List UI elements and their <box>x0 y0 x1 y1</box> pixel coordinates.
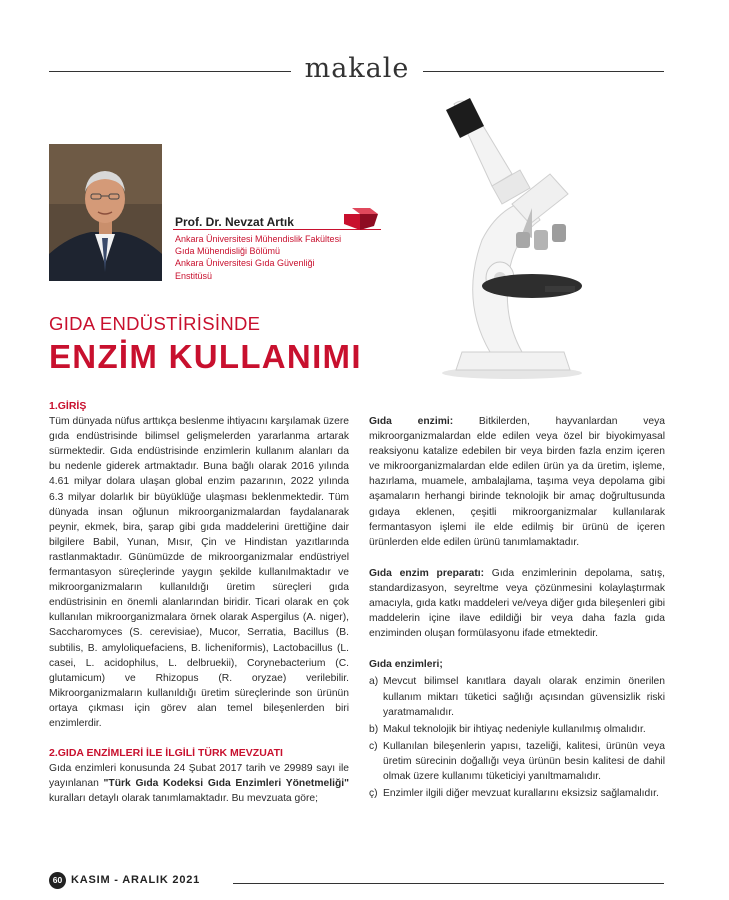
affiliation-line: Ankara Üniversitesi Mühendislik Fakültesi <box>175 234 342 244</box>
affiliation-line: Ankara Üniversitesi Gıda Güvenliği <box>175 258 315 269</box>
list-item: b) Makul teknolojik bir ihtiyaç nedeniyle kullanılmış olmalıdır. <box>369 723 646 735</box>
section-heading: 1.GİRİŞ <box>49 400 87 412</box>
right-column <box>369 414 665 803</box>
section-title: makale <box>304 53 410 84</box>
definition-term: Gıda enzim preparatı: <box>369 567 485 579</box>
author-photo <box>49 144 162 281</box>
definition-enzyme: Gıda enzimi: Bitkilerden, hayvanlardan veya mikroorganizmalardan elde edilen veya özel bir biyokimyasal reaksiyonu katalize edebilen bir veya birden fazla enzim içeren ve mikroorganizmalardan elde edilen ürün ya da üretim, işleme, hazırlama, muamele, ambalajlama, taşıma veya depolama gibi aşamaların herhangi birinde teknolojik bir amaç doğrultusunda gıdaya eklenen, çeşitli mikroorganizmalar kullanılarak fermantasyon işlemi ile elde edilmiş bir ürünü de içeren ürünlerden elde edilen ürünü tanımlamaktadır. <box>369 416 665 548</box>
list-item: a) Mevcut bilimsel kanıtlara dayalı olarak enzimin önerilen kullanım miktarı tüketici sağlığı açısından güvensizlik riski yaratmamalıdır. <box>369 676 665 718</box>
issue-date: KASIM - ARALIK 2021 <box>71 874 201 886</box>
definition-preparation: Gıda enzim preparatı: Gıda enzimlerinin depolama, satış, standardizasyon, seyreltme veya çözünmesini kolaylaştırmak amacıyla, gıda katkı maddeleri ve/veya diğer gıda bileşenleri gibi maddelerin içine ilave edildiği bir veya daha fazla gıda enziminden oluşan formülasyonu ifade etmektedir. <box>369 567 665 640</box>
requirements-list <box>369 674 665 801</box>
section-heading: 2.GIDA ENZİMLERİ İLE İLGİLİ TÜRK MEVZUATI <box>49 747 283 760</box>
header-rule-right <box>423 71 664 72</box>
header-rule-left <box>49 71 291 72</box>
paragraph-regulation: Gıda enzimleri konusunda 24 Şubat 2017 tarih ve 29989 sayı ile yayınlanan "Türk Gıda Kodeksi Gıda Enzimleri Yönetmeliği" kuralları detaylı olarak tanımlamaktadır. Bu mevzuata göre; <box>49 763 349 805</box>
page-number: 60 <box>49 872 66 889</box>
microscope-illustration <box>400 90 620 390</box>
author-name: Prof. Dr. Nevzat Artık <box>175 215 294 229</box>
author-affiliation <box>175 233 375 282</box>
left-column <box>49 399 349 806</box>
list-heading: Gıda enzimleri; <box>369 659 443 671</box>
regulation-reference: "Türk Gıda Kodeksi Gıda Enzimleri Yönetmeliği" <box>103 778 349 790</box>
article-title: ENZİM KULLANIMI <box>49 338 362 375</box>
paragraph-intro: Tüm dünyada nüfus arttıkça beslenme ihtiyacını karşılamak üzere gıda endüstrisinde bilimsel gelişmelerden yararlanma artarak sürmektedir. Gıda endüstrisinde enzimlerin kullanım alanları da bu nedenle giderek artmaktadır. Buna bağlı olarak 2016 yılında 4.61 milyar dolara ulaşan global enzim pazarının, 2022 yılında 6.3 milyar dolarlık bir büyüklüğe ulaşması beklenmektedir. Tüm dünyada insan oğlunun mikroorganizmalardan faydalanarak peynir, ekmek, bira, şarap gibi gıda maddelerini ürettiğine dair bilgilere Babil, Yunan, Mısır, Çin ve Hindistan yazıtlarında rastlanmaktadır. Günümüzde de mikroorganizmalar endüstriyel fermantasyon süreçlerinde yaygın şekilde kullanılmaktadır ve mikroorganizmaların kullanıldığı üretim süreçleri gıda endüstrisinin en önemli alanlarından biridir. Ticari olarak en çok kullanılan mikroorganizmalara örnek olarak Aspergilus (A. niger), Saccharomyces (S. cerevisiae), Mucor, Serratia, Bacillus (B. subtilis, B. amyloliquefaciens, B. licheniformis), Lactobacillus (L. casei, L. acidophilus, L. delbruekii), Corynebacterium (C. glutamicum) ve Rhizopus (R. oryzae) verilebilir. Mikroorganizmaların kullanıldığı üretim süreçlerinde son ürünün ortaya çıkması için görev alan temel bileşenlerden biri enzimlerdir. <box>49 416 349 729</box>
list-item: ç) Enzimler ilgili diğer mevzuat kurallarını eksizsiz sağlamalıdır. <box>369 788 659 800</box>
footer-rule <box>233 883 664 884</box>
affiliation-line: Gıda Mühendisliği Bölümü <box>175 246 281 257</box>
affiliation-line: Enstitüsü <box>175 270 213 281</box>
article-kicker: GIDA ENDÜSTİRİSİNDE <box>49 313 261 334</box>
definition-term: Gıda enzimi: <box>369 416 454 427</box>
red-cube-icon <box>344 208 378 235</box>
list-item: c) Kullanılan bileşenlerin yapısı, tazeliği, kalitesi, ürünün veya üretim sürecinin doğallığı veya ürünün besin kalitesi de dahil olmak üzere kullanımı tüketiciyi yanıltmamalıdır. <box>369 740 665 782</box>
